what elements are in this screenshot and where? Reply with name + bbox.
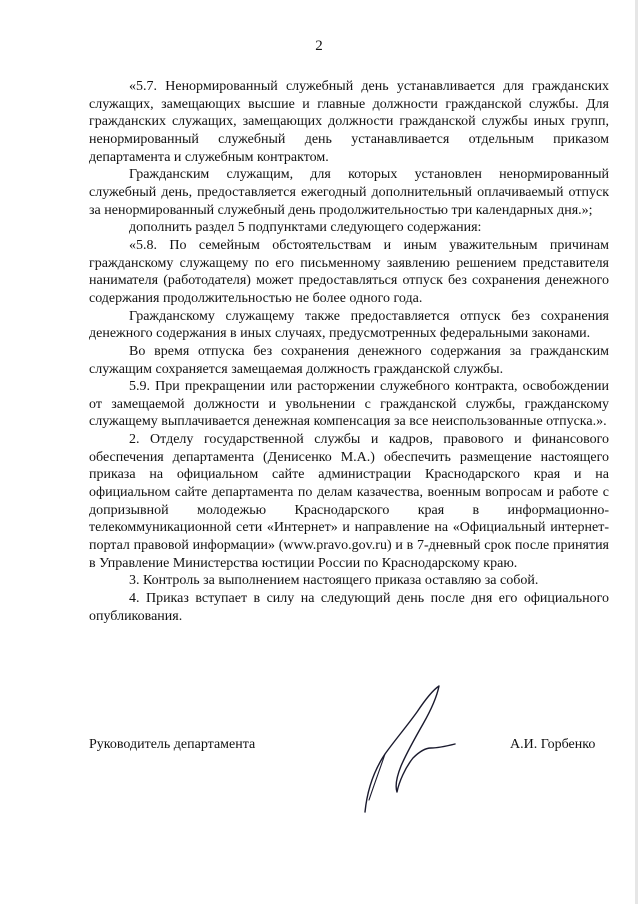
document-body: [89, 78, 609, 625]
paragraph-5-7: «5.7. Ненормированный служебный день устанавливается для гражданских служащих, замещающих высшие и главные должности гражданской службы. Для гражданских служащих, замещающих должности гражданской службы иных групп, ненормированный служебный день устанавливается отдельным приказом департамента и служебным контрактом.: [89, 79, 609, 165]
paragraph-item-3: 3. Контроль за выполнением настоящего приказа оставляю за собой.: [129, 573, 539, 589]
page-number: 2: [315, 38, 323, 54]
signatory-title: Руководитель департамента: [89, 737, 256, 752]
paragraph-5-7-continued: Гражданским служащим, для которых установлен ненормированный служебный день, предоставляется ежегодный дополнительный оплачиваемый отпуск за ненормированный служебный день продолжительностью три календарных дня.»;: [89, 167, 609, 218]
paragraph-amend-intro: дополнить раздел 5 подпунктами следующего содержания:: [129, 220, 482, 236]
paragraph-item-2: 2. Отделу государственной службы и кадров, правового и финансового обеспечения департамента (Денисенко М.А.) обеспечить размещение настоящего приказа на официальном сайте администрации Краснодарского края и на официальном сайте департамента по делам казачества, военным вопросам и работе с допризывной молодежью Краснодарского края в информационно-телекоммуникационной сети «Интернет» и направление на «Официальный интернет-портал правовой информации» (www.pravo.gov.ru) и в 7-дневный срок после принятия в Управление Министерства юстиции России по Краснодарскому краю.: [89, 432, 609, 571]
paragraph-5-8: «5.8. По семейным обстоятельствам и иным уважительным причинам гражданскому служащему по его письменному заявлению решением представителя нанимателя (работодателя) может предоставляться отпуск без сохранения денежного содержания продолжительностью не более одного года.: [89, 237, 609, 306]
paragraph-5-8-third: Во время отпуска без сохранения денежного содержания за гражданским служащим сохраняется замещаемая должность гражданской службы.: [89, 343, 609, 377]
paragraph-5-8-second: Гражданскому служащему также предоставляется отпуск без сохранения денежного содержания в иных случаях, предусмотренных федеральными законами.: [89, 308, 609, 342]
handwritten-signature: [355, 682, 465, 822]
paragraph-5-9: 5.9. При прекращении или расторжении служебного контракта, освобождении от замещаемой должности и увольнении с гражданской службы, гражданскому служащему выплачивается денежная компенсация за все неиспользованные отпуска.».: [89, 379, 609, 430]
paragraph-item-4: 4. Приказ вступает в силу на следующий день после дня его официального опубликования.: [89, 591, 609, 624]
signatory-name: А.И. Горбенко: [510, 737, 596, 752]
